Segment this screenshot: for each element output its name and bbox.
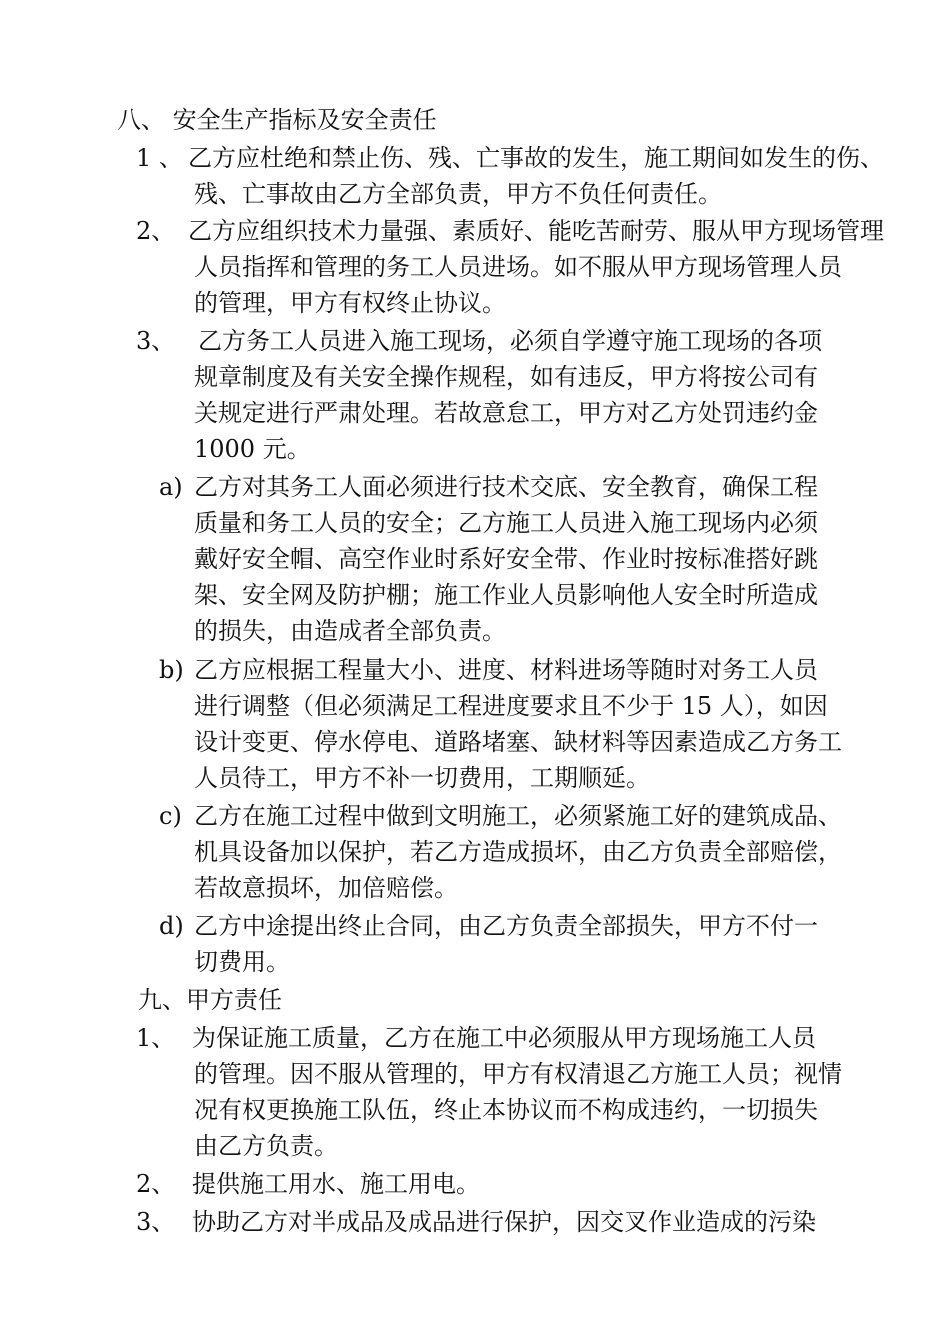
- paragraph-line: 乙方务工人员进入施工现场，必须自学遵守施工现场的各项: [198, 327, 822, 355]
- paragraph-line: 乙方应组织技术力量强、素质好、能吃苦耐劳、服从甲方现场管理: [188, 217, 884, 245]
- paragraph-line: 乙方在施工过程中做到文明施工，必须紧施工好的建筑成品、: [194, 802, 842, 830]
- paragraph-line: 乙方应根据工程量大小、进度、材料进场等随时对务工人员: [194, 656, 818, 684]
- paragraph-line: 为保证施工质量，乙方在施工中必须服从甲方现场施工人员: [192, 1024, 816, 1052]
- item-number: 1、: [136, 1024, 176, 1052]
- item-number: 1 、: [136, 144, 183, 172]
- paragraph-line: 质量和务工人员的安全；乙方施工人员进入施工现场内必须: [194, 509, 818, 537]
- paragraph-line: 架、安全网及防护棚；施工作业人员影响他人安全时所造成: [194, 581, 818, 609]
- paragraph-line: 乙方中途提出终止合同，由乙方负责全部损失，甲方不付一: [194, 912, 818, 940]
- paragraph-line: 设计变更、停水停电、道路堵塞、缺材料等因素造成乙方务工: [194, 728, 842, 756]
- paragraph-line: 乙方应杜绝和禁止伤、残、亡事故的发生，施工期间如发生的伤、: [188, 144, 884, 172]
- paragraph-line: 协助乙方对半成品及成品进行保护，因交叉作业造成的污染: [192, 1208, 816, 1236]
- paragraph-line: 戴好安全帽、高空作业时系好安全带、作业时按标准搭好跳: [194, 545, 818, 573]
- paragraph-line: 残、亡事故由乙方全部负责，甲方不负任何责任。: [194, 180, 722, 208]
- item-number: 2、: [136, 217, 176, 245]
- paragraph-line: 由乙方负责。: [194, 1132, 338, 1160]
- subitem-letter: b): [159, 656, 184, 684]
- subitem-letter: a): [159, 473, 183, 501]
- paragraph-line: 的损失，由造成者全部负责。: [194, 617, 506, 645]
- paragraph-line: 机具设备加以保护，若乙方造成损坏，由乙方负责全部赔偿，: [194, 838, 842, 866]
- paragraph-line: 的管理。因不服从管理的，甲方有权清退乙方施工人员；视情: [194, 1060, 842, 1088]
- paragraph-line: 规章制度及有关安全操作规程，如有违反，甲方将按公司有: [194, 363, 818, 391]
- item-number: 2、: [136, 1170, 176, 1198]
- paragraph-line: 人员待工，甲方不补一切费用，工期顺延。: [194, 764, 650, 792]
- subitem-letter: d): [159, 912, 184, 940]
- subitem-letter: c): [159, 802, 182, 830]
- paragraph-line: 若故意损坏，加倍赔偿。: [194, 874, 458, 902]
- paragraph-line: 人员指挥和管理的务工人员进场。如不服从甲方现场管理人员: [194, 253, 842, 281]
- paragraph-line: 1000 元。: [194, 435, 311, 463]
- paragraph-line: 关规定进行严肃处理。若故意怠工，甲方对乙方处罚违约金: [194, 399, 818, 427]
- section-9-heading: 九、甲方责任: [138, 986, 282, 1014]
- item-number: 3、: [136, 1208, 176, 1236]
- paragraph-line: 提供施工用水、施工用电。: [192, 1170, 480, 1198]
- paragraph-line: 乙方对其务工人面必须进行技术交底、安全教育，确保工程: [194, 473, 818, 501]
- item-number: 3、: [136, 327, 176, 355]
- paragraph-line: 切费用。: [194, 948, 290, 976]
- section-8-heading: 八、 安全生产指标及安全责任: [117, 106, 437, 134]
- paragraph-line: 的管理，甲方有权终止协议。: [194, 289, 506, 317]
- paragraph-line: 进行调整（但必须满足工程进度要求且不少于 15 人），如因: [194, 692, 828, 720]
- paragraph-line: 况有权更换施工队伍，终止本协议而不构成违约，一切损失: [194, 1096, 818, 1124]
